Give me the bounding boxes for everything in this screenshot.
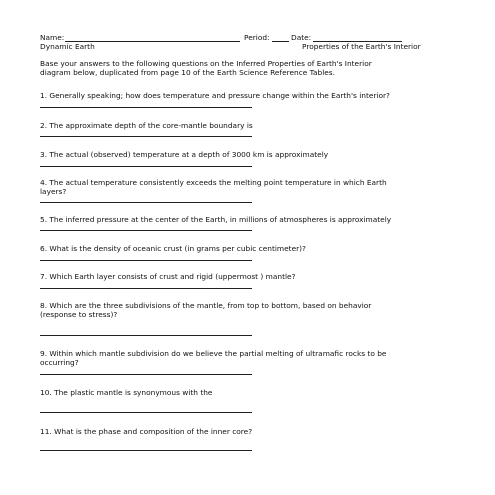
answer-line-9[interactable] (40, 374, 252, 375)
unit-title: Dynamic Earth (40, 42, 95, 51)
answer-line-6[interactable] (40, 260, 252, 261)
instructions-line-2: diagram below, duplicated from page 10 of the Earth Science Reference Tables. (40, 68, 335, 77)
question-8-text-line-1: 8. Which are the three subdivisions of the mantle, from top to bottom, based on behavior (40, 301, 372, 310)
question-5-text: 5. The inferred pressure at the center of the Earth, in millions of atmospheres is approximately (40, 215, 392, 224)
question-3-text: 3. The actual (observed) temperature at a depth of 3000 km is approximately (40, 150, 329, 159)
topic-title: Properties of the Earth's Interior (302, 42, 421, 51)
question-6-text: 6. What is the density of oceanic crust (in grams per cubic centimeter)? (40, 244, 306, 253)
question-1-text: 1. Generally speaking; how does temperature and pressure change within the Earth's interior? (40, 91, 390, 100)
answer-line-4[interactable] (40, 202, 252, 203)
answer-line-2[interactable] (40, 136, 252, 137)
date-label: Date: (291, 33, 312, 42)
question-4-text-line-1: 4. The actual temperature consistently exceeds the melting point temperature in which Earth (40, 178, 387, 187)
question-9-text-line-2: occurring? (40, 358, 79, 367)
question-8-text-line-2: (response to stress)? (40, 310, 118, 319)
question-10-text: 10. The plastic mantle is synonymous with the (40, 388, 213, 397)
answer-line-1[interactable] (40, 107, 252, 108)
question-4-text-line-2: layers? (40, 187, 67, 196)
question-11-text: 11. What is the phase and composition of the inner core? (40, 427, 253, 436)
question-7-text: 7. Which Earth layer consists of crust and rigid (uppermost ) mantle? (40, 272, 296, 281)
answer-line-3[interactable] (40, 166, 252, 167)
answer-line-5[interactable] (40, 230, 252, 231)
answer-line-11[interactable] (40, 450, 252, 451)
question-9-text-line-1: 9. Within which mantle subdivision do we believe the partial melting of ultramafic rocks to be (40, 349, 387, 358)
period-blank[interactable] (272, 41, 289, 42)
answer-line-10[interactable] (40, 412, 252, 413)
answer-line-8[interactable] (40, 335, 252, 336)
answer-line-7[interactable] (40, 288, 252, 289)
period-label: Period: (244, 33, 270, 42)
name-label: Name: (40, 33, 65, 42)
question-2-text: 2. The approximate depth of the core-mantle boundary is (40, 121, 253, 130)
instructions-line-1: Base your answers to the following questions on the Inferred Properties of Earth's Interior (40, 59, 372, 68)
